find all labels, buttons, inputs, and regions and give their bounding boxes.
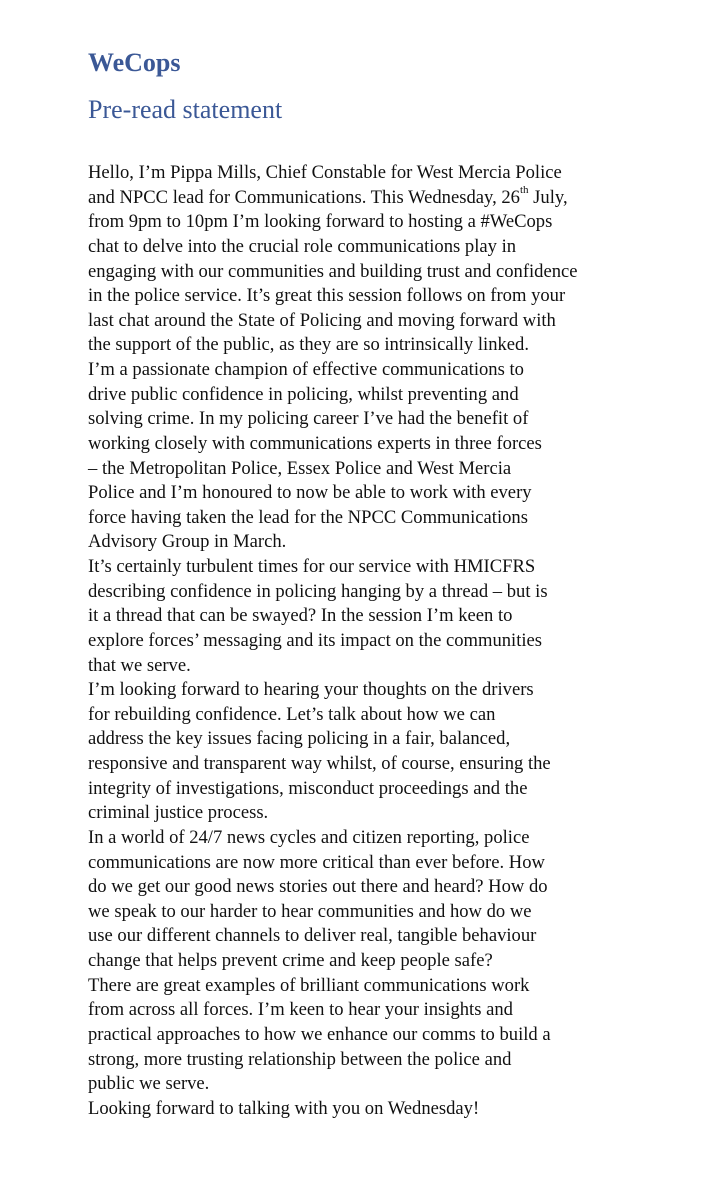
text-line: There are great examples of brilliant communications work <box>88 974 530 996</box>
text-line: address the key issues facing policing in a fair, balanced, <box>88 728 511 750</box>
paragraph-turbulent-times <box>88 555 668 678</box>
text-line: in the police service. It’s great this session follows on from your <box>88 285 566 307</box>
text-line: engaging with our communities and building trust and confidence <box>88 260 578 282</box>
text-segment: July, <box>528 186 568 208</box>
text-line: from across all forces. I’m keen to hear your insights and <box>88 999 513 1021</box>
document-subtitle: Pre-read statement <box>88 95 283 124</box>
text-line: Hello, I’m Pippa Mills, Chief Constable for West Mercia Police <box>88 162 562 183</box>
text-line: last chat around the State of Policing and moving forward with <box>88 309 556 331</box>
text-line: use our different channels to deliver real, tangible behaviour <box>88 925 537 947</box>
text-line: Advisory Group in March. <box>88 531 287 553</box>
text-line: change that helps prevent crime and keep people safe? <box>88 950 493 971</box>
text-line: Police and I’m honoured to now be able to work with every <box>88 482 532 504</box>
text-line: chat to delve into the crucial role communications play in <box>88 235 517 257</box>
text-line: drive public confidence in policing, whilst preventing and <box>88 383 519 405</box>
paragraph-examples <box>88 974 668 1097</box>
text-line: – the Metropolitan Police, Essex Police and West Mercia <box>88 457 512 479</box>
text-line: solving crime. In my policing career I’ve had the benefit of <box>88 408 529 430</box>
text-line: practical approaches to how we enhance our comms to build a <box>88 1023 551 1045</box>
text-segment: and NPCC lead for Communications. This Wednesday, 26 <box>88 186 520 208</box>
text-line: describing confidence in policing hanging by a thread – but is <box>88 580 548 602</box>
text-line: It’s certainly turbulent times for our service with HMICFRS <box>88 556 536 577</box>
text-line: integrity of investigations, misconduct proceedings and the <box>88 777 528 799</box>
paragraph-news-cycles <box>88 826 668 974</box>
document-title: WeCops <box>88 48 181 77</box>
text-line: I’m a passionate champion of effective communications to <box>88 359 524 380</box>
text-line: working closely with communications experts in three forces <box>88 432 542 454</box>
text-line: explore forces’ messaging and its impact on the communities <box>88 629 543 651</box>
text-line: for rebuilding confidence. Let’s talk about how we can <box>88 703 496 725</box>
text-line: from 9pm to 10pm I’m looking forward to hosting a #WeCops <box>88 211 553 233</box>
text-line: strong, more trusting relationship between the police and <box>88 1048 512 1070</box>
text-line: Looking forward to talking with you on Wednesday! <box>88 1097 480 1119</box>
text-line: public we serve. <box>88 1073 210 1095</box>
statement-body <box>88 161 668 1121</box>
text-line: we speak to our harder to hear communities and how do we <box>88 900 532 922</box>
paragraph-champion <box>88 358 668 555</box>
paragraph-rebuilding-confidence <box>88 678 668 826</box>
text-line: do we get our good news stories out there and heard? How do <box>88 876 548 898</box>
text-line: I’m looking forward to hearing your thoughts on the drivers <box>88 679 534 701</box>
text-line: In a world of 24/7 news cycles and citizen reporting, police <box>88 826 530 848</box>
text-line: communications are now more critical than ever before. How <box>88 851 545 873</box>
text-line: the support of the public, as they are so intrinsically linked. <box>88 334 529 356</box>
ordinal-suffix: th <box>519 184 529 197</box>
paragraph-intro <box>88 161 668 358</box>
text-line: it a thread that can be swayed? In the session I’m keen to <box>88 605 513 627</box>
text-line: responsive and transparent way whilst, of course, ensuring the <box>88 753 551 774</box>
text-line: that we serve. <box>88 654 191 676</box>
text-line: criminal justice process. <box>88 802 269 824</box>
paragraph-closing <box>88 1097 668 1122</box>
text-line <box>88 186 668 211</box>
text-line: force having taken the lead for the NPCC Communications <box>88 506 528 528</box>
